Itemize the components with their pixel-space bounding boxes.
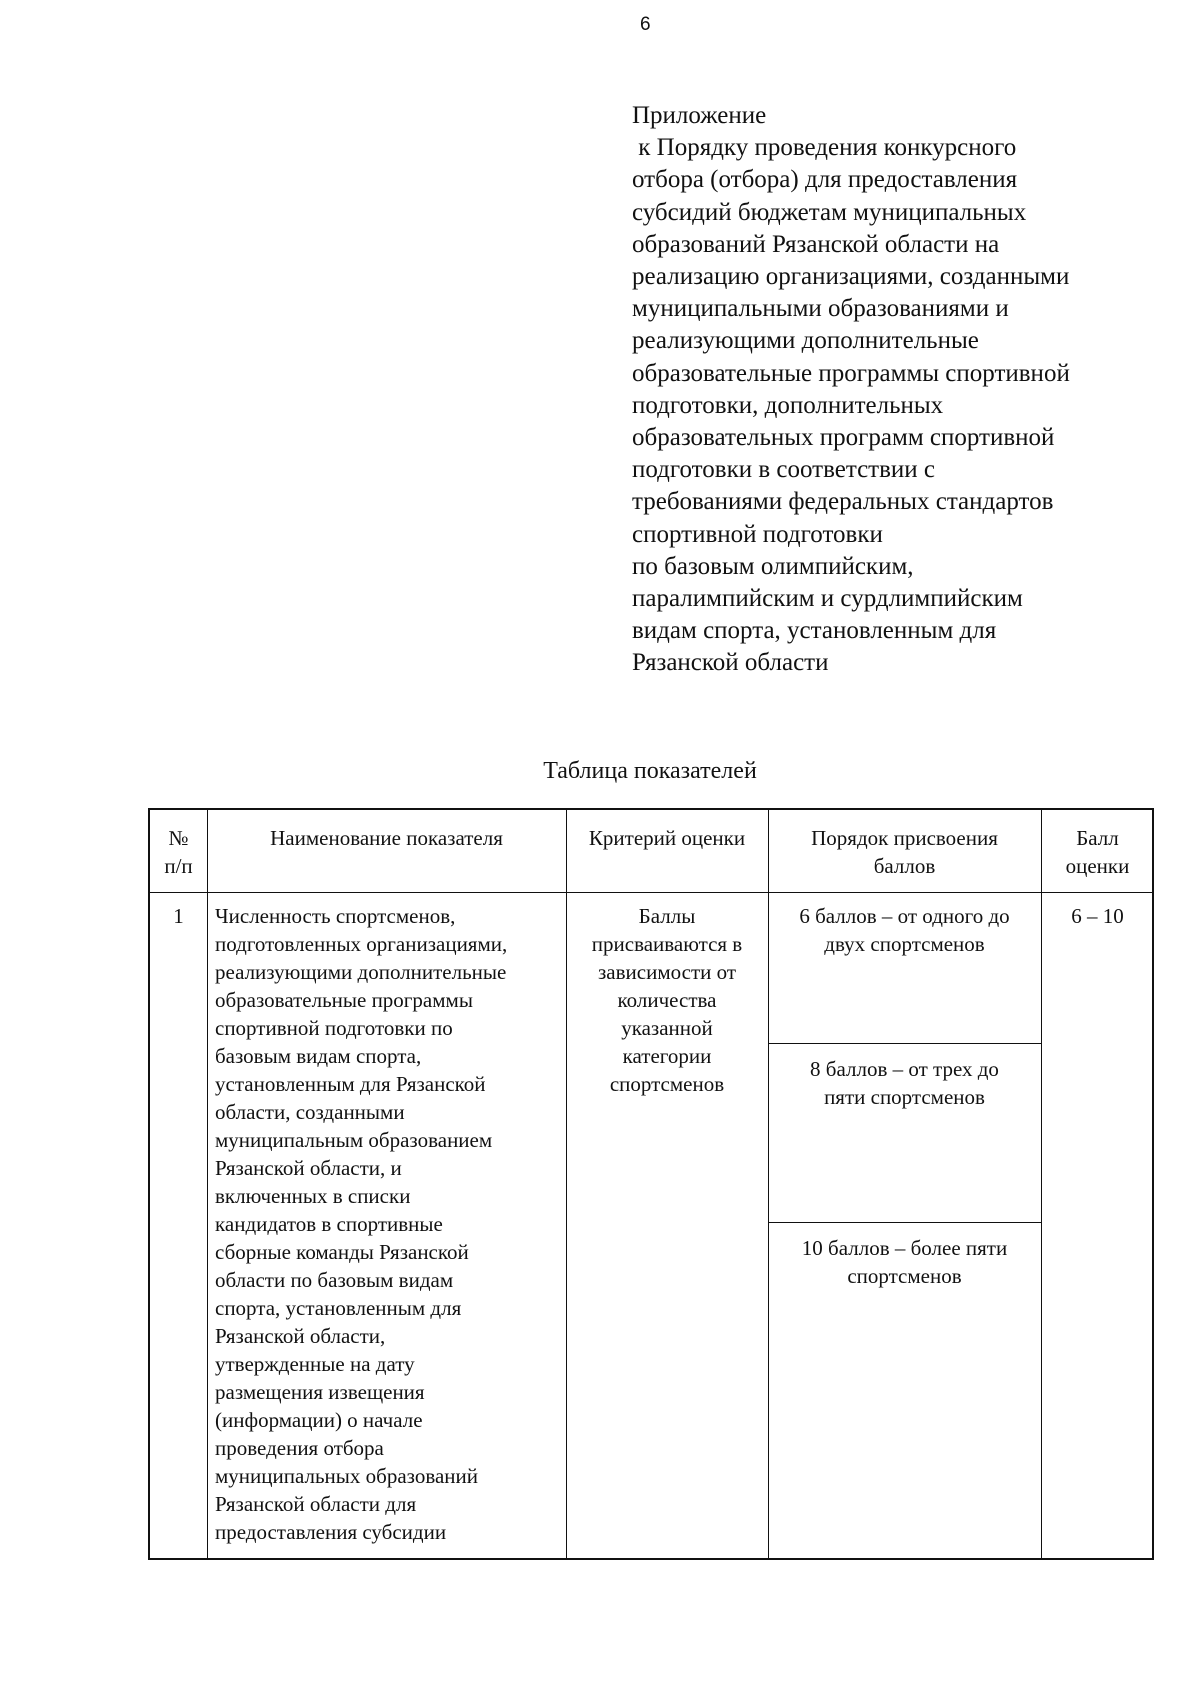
procedure-line: двух спортсменов: [824, 932, 985, 956]
indicator-line: реализующими дополнительные: [215, 960, 507, 984]
appendix-line: видам спорта, установленным для: [632, 617, 997, 645]
appendix-line: реализующими дополнительные: [632, 327, 979, 355]
indicator-line: Рязанской области, и: [215, 1156, 402, 1180]
appendix-line: требованиями федеральных стандартов: [632, 488, 1054, 516]
header-text: Наименование показателя: [270, 826, 503, 850]
procedure-line: пяти спортсменов: [824, 1085, 985, 1109]
procedure-option-3: [768, 1234, 1041, 1290]
header-text: Порядок присвоения: [811, 826, 998, 850]
indicator-line: Численность спортсменов,: [215, 904, 456, 928]
appendix-line: субсидий бюджетам муниципальных: [632, 198, 1027, 226]
header-text: оценки: [1065, 854, 1130, 878]
appendix-line: реализацию организациями, созданными: [632, 263, 1070, 291]
indicator-line: размещения извещения: [215, 1380, 425, 1404]
appendix-line: муниципальными образованиями и: [632, 295, 1009, 323]
procedure-option-1: [768, 902, 1041, 958]
appendix-line: спортивной подготовки: [632, 520, 883, 548]
appendix-line: подготовки в соответствии с: [632, 456, 936, 484]
header-num: [150, 824, 207, 880]
header-name: [207, 824, 566, 852]
header-text: Балл: [1076, 826, 1119, 850]
procedure-option-2: [768, 1055, 1041, 1111]
criterion-line: спортсменов: [609, 1072, 725, 1096]
header-text: баллов: [873, 854, 936, 878]
header-text: п/п: [164, 854, 193, 878]
column-divider: [207, 810, 208, 1558]
appendix-line: по базовым олимпийским,: [632, 552, 914, 580]
indicator-line: проведения отбора: [215, 1436, 384, 1460]
indicator-line: установленным для Рязанской: [215, 1072, 486, 1096]
procedure-divider: [768, 1043, 1041, 1044]
criterion-line: присваиваются в: [591, 932, 743, 956]
header-procedure: [768, 824, 1041, 880]
row-score: 6 – 10: [1071, 904, 1124, 928]
indicator-line: муниципальным образованием: [215, 1128, 493, 1152]
procedure-line: 10 баллов – более пяти: [801, 1236, 1008, 1260]
indicator-line: Рязанской области,: [215, 1324, 386, 1348]
indicator-line: включенных в списки: [215, 1184, 411, 1208]
page-number: 6: [640, 14, 651, 35]
procedure-line: 6 баллов – от одного до: [799, 904, 1010, 928]
criterion-line: количества: [617, 988, 717, 1012]
appendix-line: образовательных программ спортивной: [632, 424, 1055, 452]
appendix-line: Рязанской области: [632, 649, 829, 677]
criterion-line: Баллы: [638, 904, 696, 928]
indicator-line: образовательные программы: [215, 988, 473, 1012]
indicator-line: спорта, установленным для: [215, 1296, 462, 1320]
indicator-line: муниципальных образований: [215, 1464, 478, 1488]
row-indicator-name: [215, 902, 565, 1546]
indicator-line: (информации) о начале: [215, 1408, 423, 1432]
appendix-line: Приложение: [632, 102, 767, 129]
indicator-line: кандидатов в спортивные: [215, 1212, 443, 1236]
procedure-line: спортсменов: [847, 1264, 962, 1288]
procedure-divider: [768, 1222, 1041, 1223]
appendix-header: [632, 100, 1192, 680]
appendix-line: подготовки, дополнительных: [632, 391, 944, 419]
indicator-line: спортивной подготовки по: [215, 1016, 453, 1040]
row-num: 1: [173, 904, 184, 928]
header-divider: [150, 892, 1152, 893]
indicator-line: области, созданными: [215, 1100, 405, 1124]
indicator-line: Рязанской области для: [215, 1492, 417, 1516]
indicators-table: [148, 808, 1154, 1560]
header-score: [1041, 824, 1154, 880]
criterion-line: зависимости от: [597, 960, 737, 984]
appendix-line: отбора (отбора) для предоставления: [632, 166, 1018, 194]
appendix-line: образовательные программы спортивной: [632, 359, 1070, 387]
appendix-line: паралимпийским и сурдлимпийским: [632, 585, 1023, 613]
header-text: Критерий оценки: [588, 826, 746, 850]
indicator-line: предоставления субсидии: [215, 1520, 447, 1544]
table-title: Таблица показателей: [543, 758, 757, 784]
criterion-line: категории: [622, 1044, 712, 1068]
indicator-line: области по базовым видам: [215, 1268, 454, 1292]
appendix-line: образований Рязанской области на: [632, 230, 1000, 258]
criterion-line: указанной: [621, 1016, 713, 1040]
appendix-line: к Порядку проведения конкурсного: [632, 134, 1017, 162]
header-text: №: [168, 826, 189, 850]
header-criterion: [566, 824, 768, 852]
procedure-line: 8 баллов – от трех до: [810, 1057, 999, 1081]
indicator-line: утвержденные на дату: [215, 1352, 415, 1376]
indicator-line: базовым видам спорта,: [215, 1044, 422, 1068]
indicator-line: сборные команды Рязанской: [215, 1240, 469, 1264]
row-criterion: [566, 902, 768, 1098]
indicator-line: подготовленных организациями,: [215, 932, 508, 956]
